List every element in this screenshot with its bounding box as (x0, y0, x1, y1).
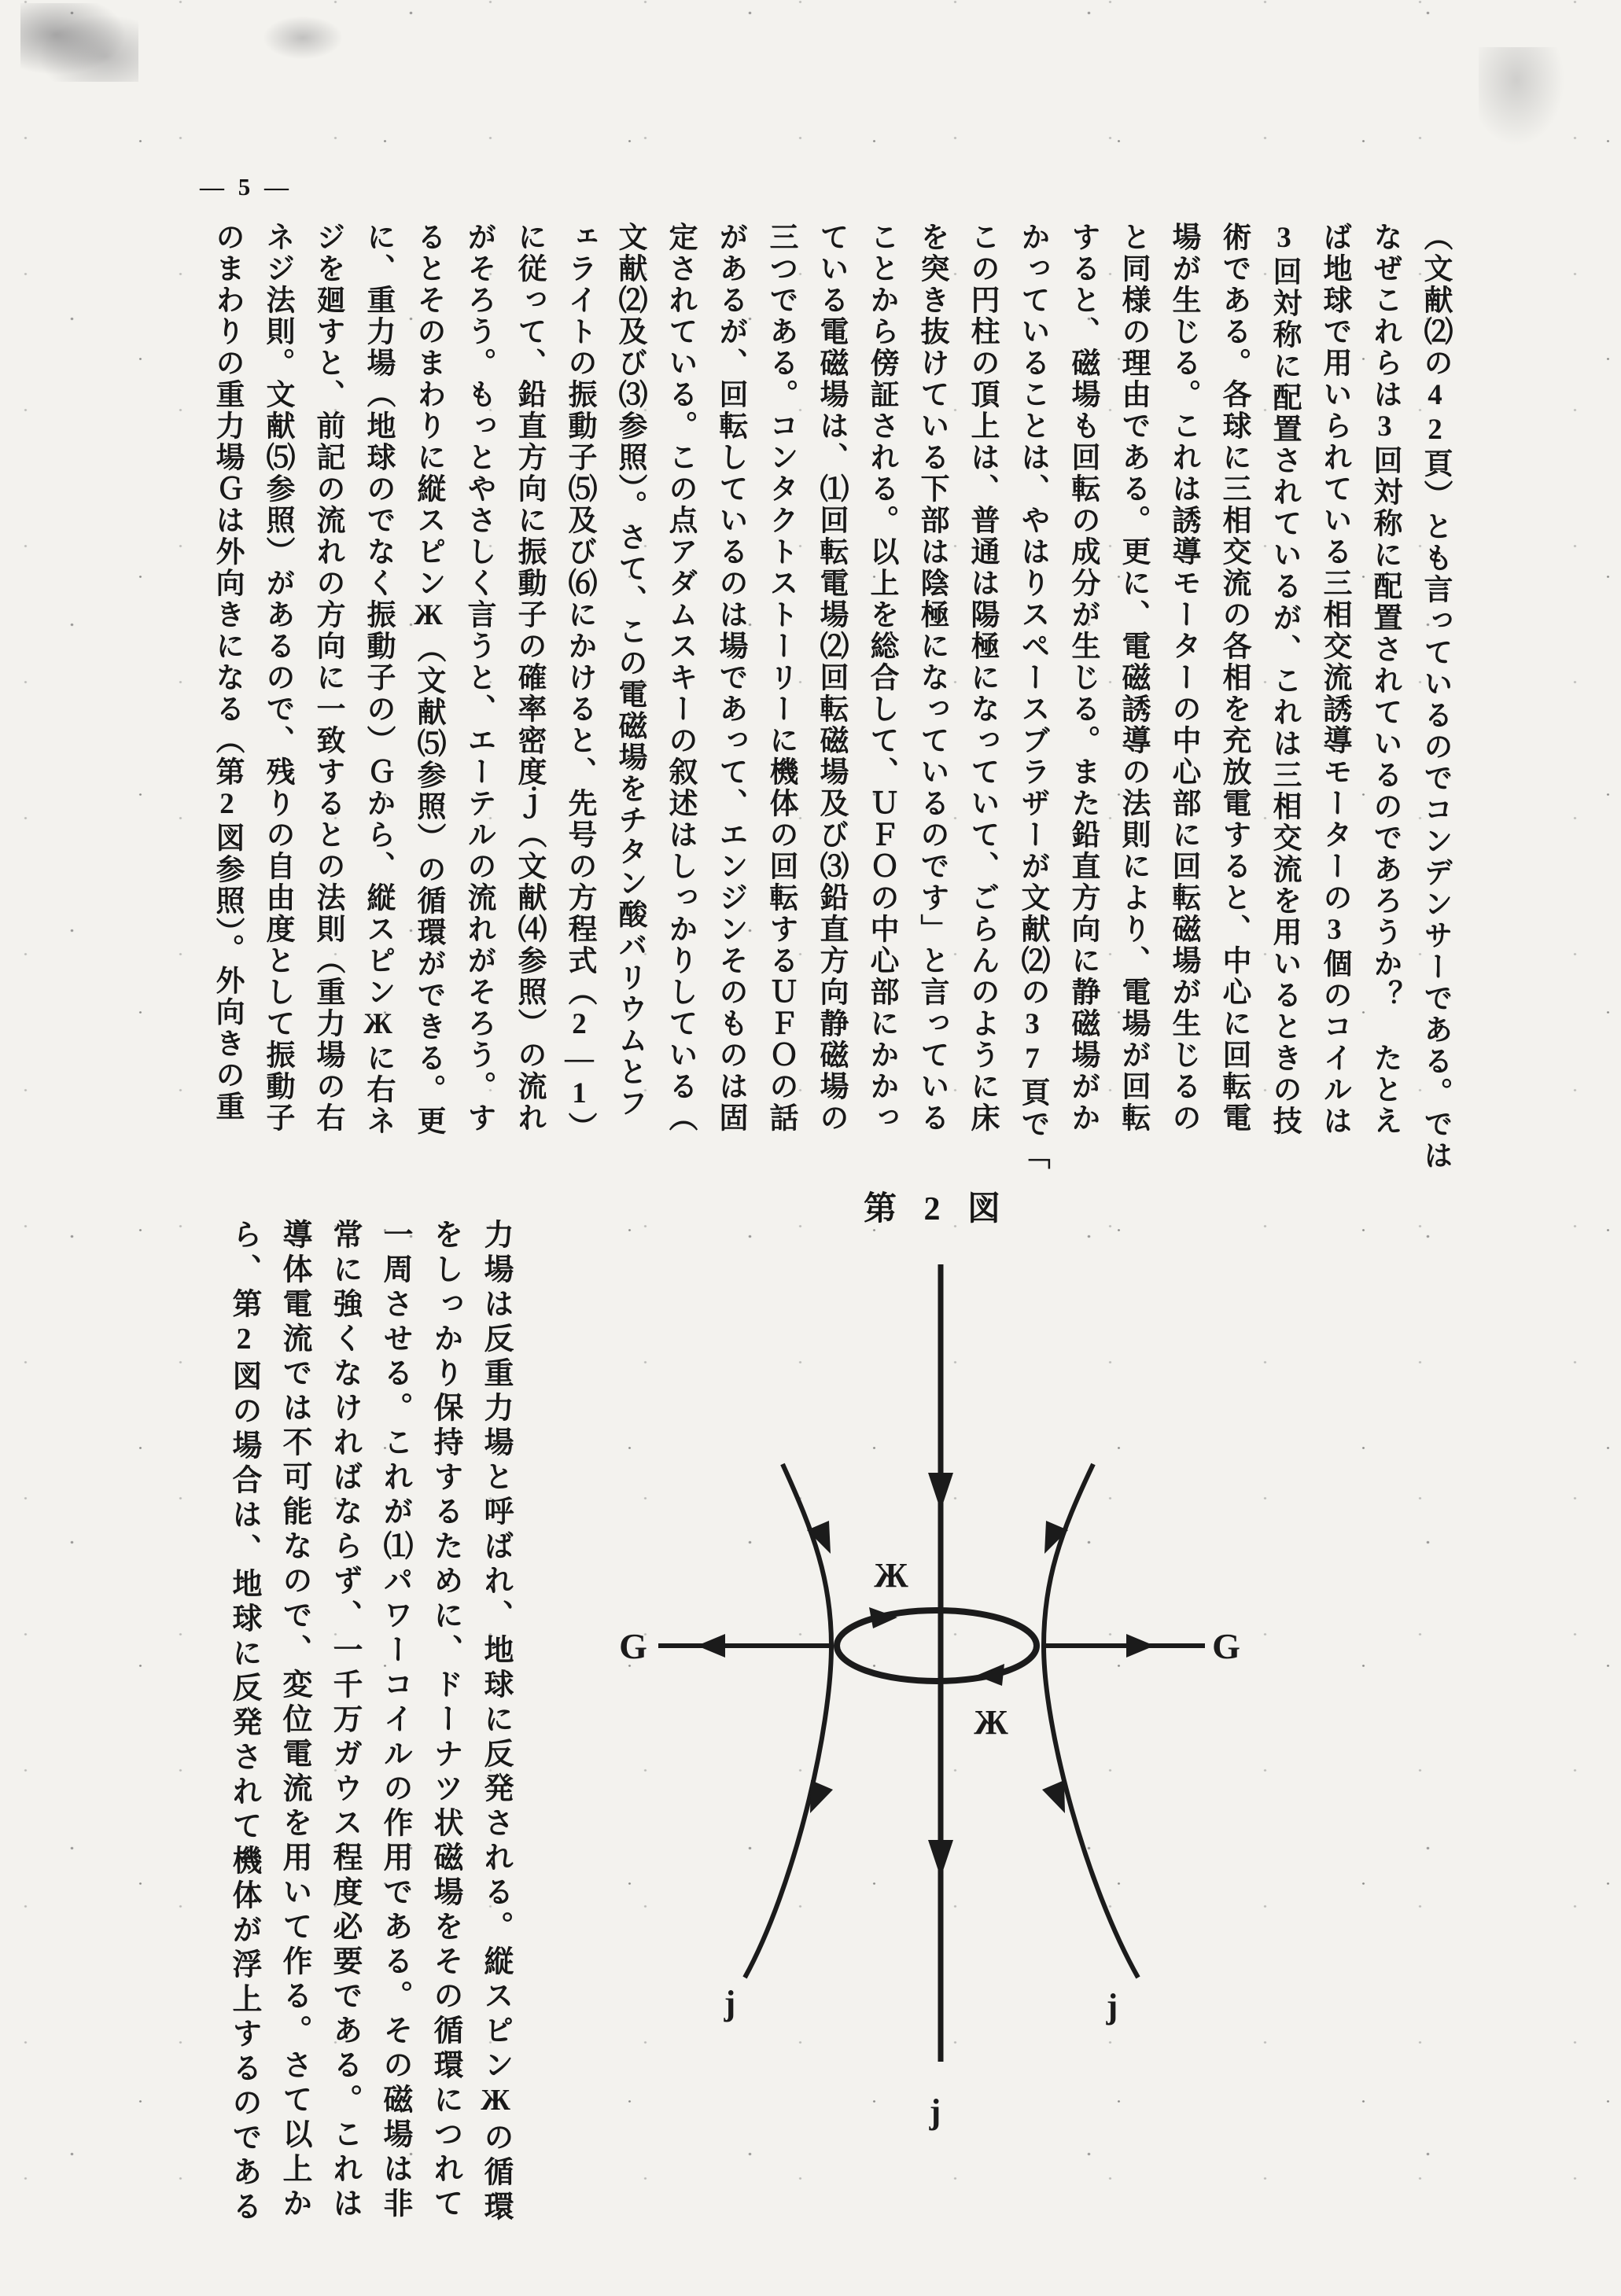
text-column: ジを廻すと、前記の流れの方向に一致するとの法則（重力場の右 (311, 222, 344, 1134)
text-column: 一周させる。これが⑴パワーコイルの作用である。その磁場は非 (378, 1219, 411, 2222)
current-curve-right (1044, 1464, 1138, 1978)
text-column: 文献⑵及び⑶参照）。さて、この電磁場をチタン酸バリウムとフ (613, 222, 646, 1120)
text-column: ら、第2図の場合は、地球に反発されて機体が浮上するのである (227, 1219, 260, 2225)
spin-circulation-ellipse (837, 1610, 1037, 1681)
label-g-right: G (1212, 1626, 1240, 1666)
figure-title: 第 2 図 (863, 1191, 1010, 1227)
text-column: を突き抜けている下部は陰極になっているのです」と言っている (915, 222, 948, 1134)
text-column: 術である。各球に三相交流の各相を充放電すると、中心に回転電 (1218, 222, 1250, 1134)
text-column: に従って、鉛直方向に振動子の確率密度ｊ（文献⑷参照）の流れ (513, 222, 545, 1134)
text-column: 力場は反重力場と呼ばれ、地球に反発される。縦スピンЖの循環 (479, 1219, 512, 2225)
down-arrowhead-lower (928, 1840, 953, 1878)
text-column: 場が生じる。これは誘導モーターの中心部に回転磁場が生じるの (1167, 222, 1199, 1134)
text-column: すると、磁場も回転の成分が生じる。また鉛直方向に静磁場がか (1067, 222, 1099, 1134)
label-j-left: j (724, 1984, 736, 2022)
text-column: なぜこれらは3回対称に配置されているのであろうか？ たとえ (1369, 222, 1401, 1137)
text-column: ことから傍証される。以上を総合して、ＵＦＯの中心部にかかっ (865, 222, 897, 1134)
text-column: ネジ法則。文献⑸参照）があるので、残りの自由度として振動子 (261, 222, 293, 1134)
scan-smudge (260, 14, 346, 61)
figure-2-diagram (551, 1179, 1337, 2170)
text-column: があるが、回転しているのは場であって、エンジンそのものは固 (714, 222, 746, 1134)
text-column: ている電磁場は、⑴回転電場⑵回転磁場及び⑶鉛直方向静磁場の (815, 222, 847, 1134)
text-column: に、重力場（地球のでなく振動子の）Ｇから、縦スピンЖに右ネ (362, 222, 394, 1137)
text-column: この円柱の頂上は、普通は陽極になっていて、ごらんのように床 (966, 222, 998, 1134)
text-column: るとそのまわりに縦スピンЖ（文献⑸参照）の循環ができる。更 (412, 222, 444, 1137)
label-spin-lower: Ж (974, 1703, 1008, 1742)
text-column: 常に強くなければならず、一千万ガウス程度必要である。これは (328, 1219, 361, 2222)
label-j-right: j (1106, 1987, 1118, 2026)
label-j-bottom: j (929, 2092, 941, 2131)
text-column: （文献⑵の42頁）とも言っているのでコンデンサーである。では (1419, 222, 1451, 1172)
text-column: 三つである。コンタクトストーリーに機体の回転するＵＦＯの話 (764, 222, 797, 1134)
curve-arrowhead-lower-left (810, 1780, 833, 1813)
text-column: のまわりの重力場Ｇは外向きになる（第2図参照）。外向きの重 (211, 222, 243, 1123)
left-arrowhead (697, 1634, 725, 1658)
text-column: かっていることは、やはりスペースブラザーが文献⑵の37頁で「 (1016, 222, 1048, 1172)
scan-smudge (1479, 47, 1573, 157)
text-column: 導体電流では不可能なので、変位電流を用いて作る。さて以上か (278, 1219, 311, 2222)
body-text-lower (219, 1219, 521, 2257)
text-column: 定されている。この点アダムスキーの叙述はしっかりしている（ (664, 222, 696, 1134)
curve-arrowhead-lower-right (1042, 1780, 1065, 1813)
text-column: ェライトの振動子⑸及び⑹にかけると、先号の方程式（2―1） (563, 222, 595, 1143)
text-column: ば地球で用いられている三相交流誘導モーターの3個のコイルは (1318, 222, 1350, 1137)
page-number: — 5 — (200, 173, 293, 201)
down-arrowhead-upper (928, 1473, 953, 1510)
scan-smudge (20, 3, 138, 82)
text-column: がそろう。もっとやさしく言うと、エーテルの流れがそろう。す (462, 222, 495, 1134)
label-g-left: G (619, 1626, 647, 1666)
right-arrowhead (1126, 1634, 1155, 1658)
body-text-upper (201, 222, 1460, 1172)
label-spin-upper: Ж (874, 1556, 908, 1595)
ellipse-arrowhead-bottom (976, 1664, 1004, 1686)
text-column: と同様の理由である。更に、電磁誘導の法則により、電場が回転 (1117, 222, 1149, 1134)
text-column: をしっかり保持するために、ドーナツ状磁場をその循環につれて (429, 1219, 462, 2222)
ellipse-arrowhead-top (869, 1607, 897, 1628)
text-column: 3回対称に配置されているが、これは三相交流を用いるときの技 (1268, 222, 1300, 1137)
